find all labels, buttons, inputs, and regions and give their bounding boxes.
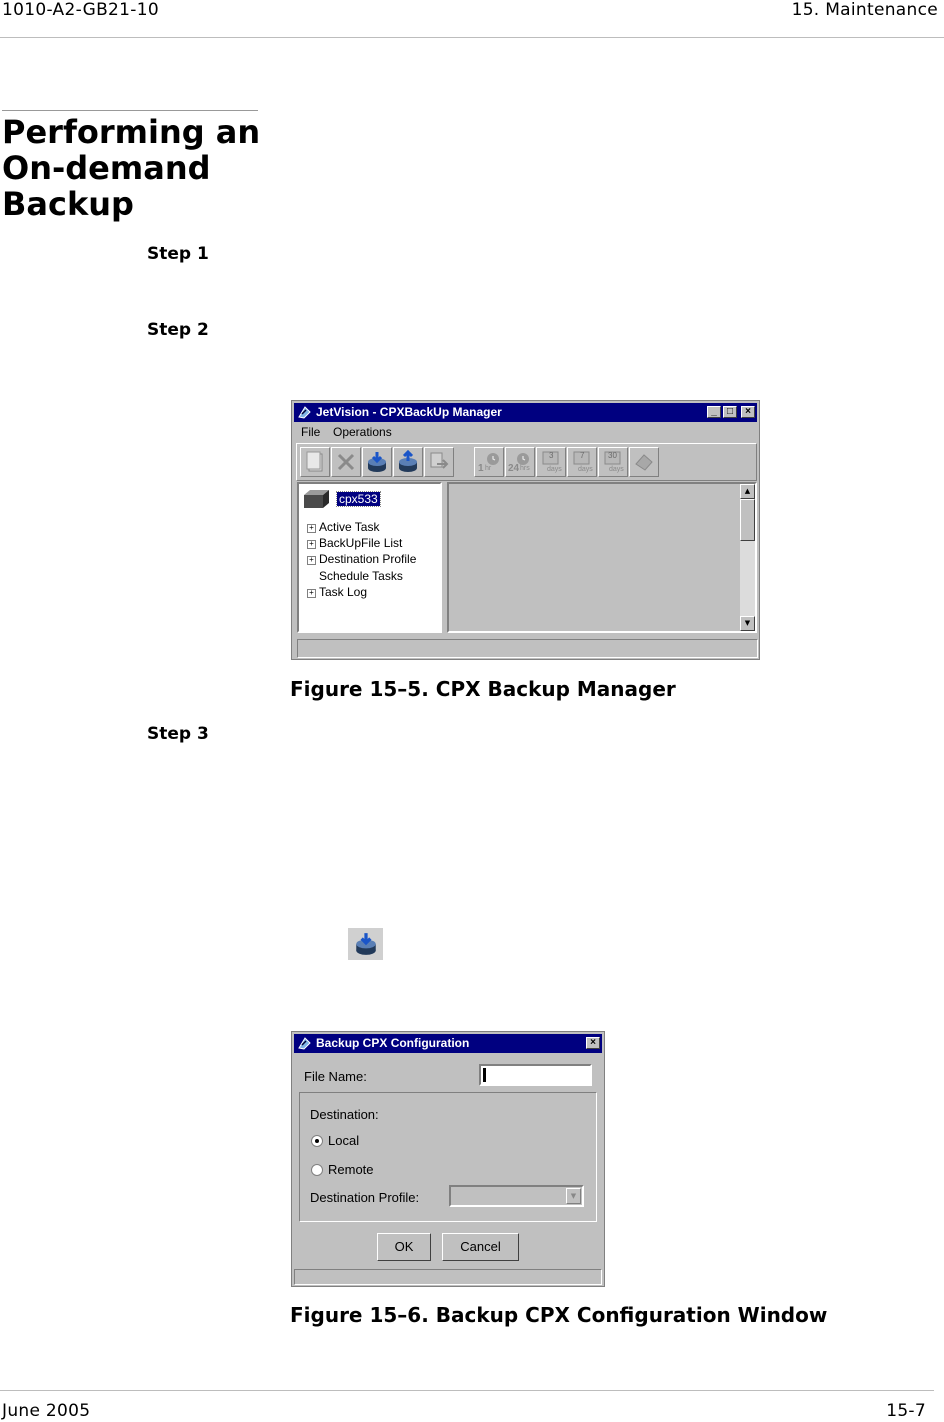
expand-icon[interactable]: + — [307, 524, 316, 533]
remote-label[interactable]: Remote — [328, 1162, 374, 1177]
file-transfer-icon — [427, 450, 451, 474]
7days-unit: days — [578, 466, 593, 473]
1hr-label: 1 — [478, 463, 484, 474]
text-cursor — [483, 1068, 486, 1082]
destination-label: Destination: — [310, 1107, 379, 1122]
3days-unit: days — [547, 466, 562, 473]
scroll-up-arrow-icon[interactable]: ▲ — [740, 484, 755, 499]
tree-root-cpx533[interactable]: cpx533 — [339, 492, 378, 506]
toolbar — [296, 443, 757, 481]
expand-icon[interactable]: + — [307, 556, 316, 565]
24hrs-unit: hrs — [520, 465, 530, 472]
restore-upload-icon — [396, 450, 420, 474]
section-title — [2, 114, 260, 222]
tree-item-label: Schedule Tasks — [319, 569, 403, 583]
figure-15-5-caption: Figure 15–5. CPX Backup Manager — [290, 677, 676, 701]
tree-item-task-log[interactable] — [307, 585, 367, 599]
menu-file[interactable]: File — [301, 425, 321, 439]
7days-number: 7 — [580, 451, 585, 460]
delete-button[interactable] — [331, 447, 361, 477]
new-document-icon — [303, 450, 327, 474]
inline-backup-icon-box — [348, 928, 383, 960]
local-radio[interactable] — [311, 1135, 323, 1147]
close-button[interactable]: × — [741, 406, 755, 418]
figure-15-6-caption: Figure 15–6. Backup CPX Configuration Window — [290, 1303, 828, 1327]
last-30days-button[interactable] — [598, 447, 628, 477]
tree-item-schedule-tasks[interactable] — [319, 569, 403, 583]
3days-number: 3 — [549, 451, 554, 460]
minimize-button[interactable]: _ — [707, 406, 721, 418]
tree-item-label: Task Log — [319, 585, 368, 599]
backup-button[interactable] — [362, 447, 392, 477]
last-1hr-button[interactable] — [474, 447, 504, 477]
destination-profile-select[interactable] — [449, 1185, 584, 1207]
scroll-down-arrow-icon[interactable]: ▼ — [740, 616, 755, 631]
delete-x-icon — [334, 450, 358, 474]
chapter-title: 15. Maintenance — [791, 0, 938, 20]
erase-button[interactable] — [629, 447, 659, 477]
section-title-line: On-demand — [2, 149, 211, 187]
remote-radio[interactable] — [311, 1164, 323, 1176]
jetvision-icon — [297, 405, 312, 420]
restore-button[interactable] — [393, 447, 423, 477]
1hr-unit: hr — [485, 465, 492, 472]
ok-button[interactable]: OK — [377, 1233, 431, 1261]
dropdown-arrow-icon[interactable]: ▼ — [566, 1188, 581, 1204]
dialog-title: Backup CPX Configuration — [316, 1036, 470, 1050]
tree-item-label: Destination Profile — [319, 552, 417, 566]
cancel-button[interactable]: Cancel — [442, 1233, 519, 1261]
24hrs-label: 24 — [508, 463, 520, 474]
eraser-icon — [632, 450, 656, 474]
maximize-button[interactable]: □ — [723, 406, 737, 418]
splitter[interactable] — [443, 482, 446, 633]
doc-number: 1010-A2-GB21-10 — [2, 0, 159, 20]
file-name-input[interactable] — [479, 1064, 592, 1086]
page-number: 15-7 — [886, 1401, 926, 1421]
tree-item-active-task[interactable] — [307, 520, 379, 534]
radio-dot — [315, 1139, 319, 1143]
destination-profile-label: Destination Profile: — [310, 1190, 420, 1205]
expand-icon[interactable]: + — [307, 589, 316, 598]
menu-operations[interactable]: Operations — [333, 425, 392, 439]
step-1-label: Step 1 — [147, 244, 209, 264]
tree-item-destination-profile[interactable] — [307, 552, 416, 566]
tree-item-backup-file-list[interactable] — [307, 536, 402, 550]
section-rule — [2, 110, 258, 111]
new-task-button[interactable] — [300, 447, 330, 477]
section-title-line: Backup — [2, 185, 134, 223]
vertical-scrollbar[interactable] — [740, 484, 755, 631]
step-3-label: Step 3 — [147, 724, 209, 744]
section-title-line: Performing an — [2, 113, 261, 151]
backup-download-icon — [365, 450, 389, 474]
last-24hrs-button[interactable] — [505, 447, 535, 477]
tree-item-label: Active Task — [319, 520, 380, 534]
close-button[interactable]: × — [586, 1037, 600, 1049]
last-7days-button[interactable] — [567, 447, 597, 477]
transfer-button[interactable] — [424, 447, 454, 477]
file-name-label: File Name: — [304, 1069, 367, 1084]
jetvision-icon — [297, 1036, 312, 1051]
server-icon — [302, 489, 330, 509]
header-rule — [0, 37, 944, 38]
tree-item-label: BackUpFile List — [319, 536, 403, 550]
backup-download-icon — [353, 931, 379, 957]
30days-unit: days — [609, 466, 624, 473]
dialog-status-bar — [294, 1269, 602, 1285]
expand-icon[interactable]: + — [307, 540, 316, 549]
status-bar — [297, 639, 758, 658]
footer-rule — [0, 1390, 934, 1391]
backup-manager-window — [291, 400, 760, 660]
footer-date: June 2005 — [2, 1401, 91, 1421]
window-title: JetVision - CPXBackUp Manager — [316, 405, 502, 419]
dialog-titlebar — [294, 1034, 602, 1053]
window-titlebar — [294, 403, 757, 422]
last-3days-button[interactable] — [536, 447, 566, 477]
scroll-thumb[interactable] — [740, 499, 755, 541]
step-2-label: Step 2 — [147, 320, 209, 340]
tree-panel — [297, 482, 442, 633]
backup-config-dialog — [291, 1031, 605, 1287]
content-panel — [447, 482, 757, 633]
30days-number: 30 — [608, 451, 617, 460]
local-label[interactable]: Local — [328, 1133, 360, 1148]
